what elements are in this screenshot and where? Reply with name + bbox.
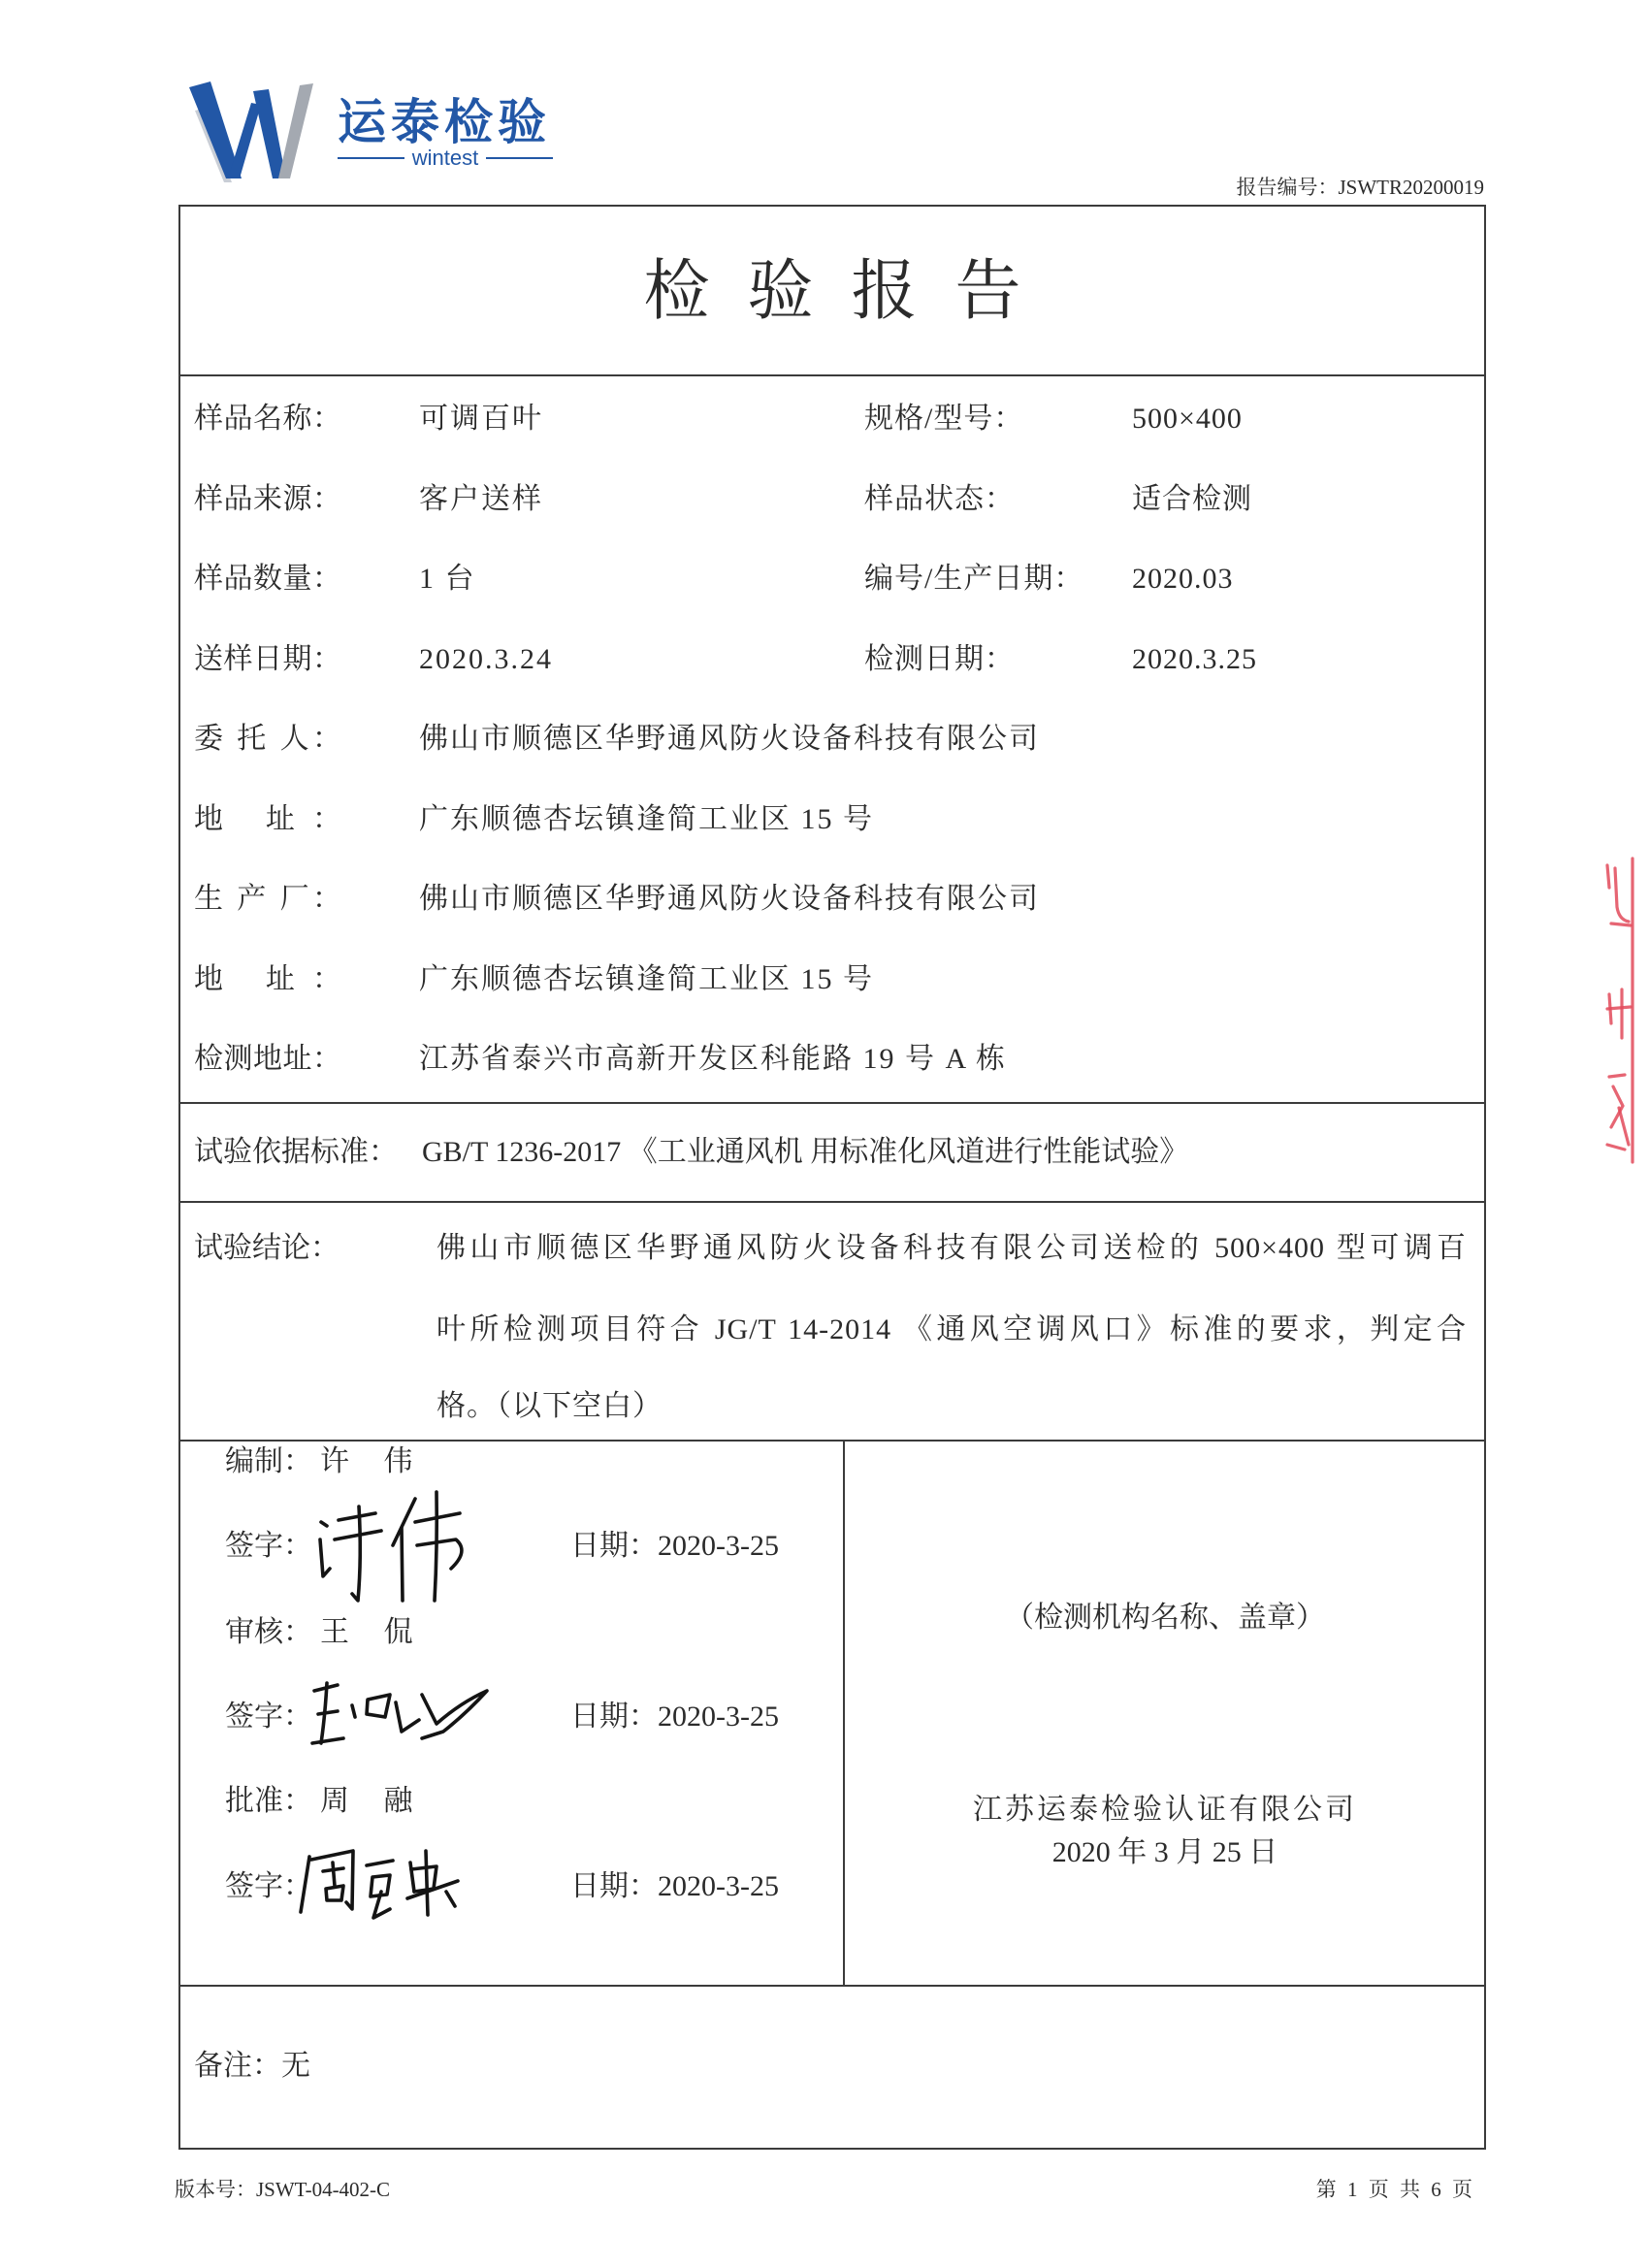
organization-name: 江苏运泰检验认证有限公司 (973, 1794, 1357, 1826)
client-value: 佛山市顺德区华野通风防火设备科技有限公司 (419, 723, 1040, 755)
compiler-signature (308, 1479, 478, 1610)
submit-date-label: 送样日期： (194, 643, 341, 675)
info-row (0, 560, 1649, 599)
info-row (0, 800, 1649, 839)
reviewer-sign-label: 签字： (225, 1701, 312, 1733)
sample-source-label: 样品来源： (194, 483, 341, 515)
info-row (0, 640, 1649, 679)
manufacturer-address-label: 地 址： (194, 963, 341, 995)
test-date-label: 检测日期： (864, 643, 1015, 675)
model-value: 500×400 (1132, 403, 1243, 435)
approver-role-label: 批准： (225, 1785, 312, 1817)
sample-state-label: 样品状态： (864, 483, 1015, 515)
client-address-value: 广东顺德杏坛镇逢简工业区 15 号 (419, 803, 874, 835)
seal-fragment-icon (1596, 854, 1644, 1169)
manufacturer-label: 生 产 厂： (194, 883, 341, 915)
approver-date-label: 日期： (570, 1870, 658, 1902)
info-row (0, 880, 1649, 919)
approver-sign-label: 签字： (225, 1870, 312, 1902)
divider-line (178, 374, 1486, 376)
approver-date-value: 2020-3-25 (658, 1870, 779, 1902)
test-site-value: 江苏省泰兴市高新开发区科能路 19 号 A 栋 (419, 1043, 1008, 1075)
compiler-date (570, 1527, 779, 1566)
version-number (175, 2176, 390, 2203)
sample-qty-value: 1 台 (419, 563, 476, 595)
report-number-value: JSWTR20200019 (1338, 176, 1484, 199)
logo-name-en: wintest (411, 146, 479, 170)
compiler-name: 许 伟 (320, 1445, 413, 1477)
standard-label: 试验依据标准： (194, 1136, 398, 1168)
conclusion-line: 叶所检测项目符合 JG/T 14-2014 《通风空调风口》标准的要求，判定合 (436, 1313, 1467, 1345)
info-row (0, 480, 1649, 519)
wintest-logo-icon (189, 78, 315, 184)
page-title: 检 验 报 告 (643, 254, 1027, 328)
remarks-value: 无 (281, 2050, 310, 2082)
version-label: 版本号： (175, 2178, 256, 2201)
approver-signature (291, 1838, 470, 1926)
conclusion-line: 格。（以下空白） (436, 1390, 663, 1422)
conclusion-label: 试验结论： (194, 1232, 340, 1264)
reviewer-role-label: 审核： (225, 1616, 312, 1648)
compiler-date-value: 2020-3-25 (658, 1530, 779, 1562)
remarks (194, 2047, 310, 2086)
serial-date-value: 2020.03 (1132, 563, 1234, 595)
manufacturer-address-value: 广东顺德杏坛镇逢简工业区 15 号 (419, 963, 874, 995)
model-label: 规格/型号： (864, 403, 1024, 435)
submit-date-value: 2020.3.24 (419, 643, 553, 675)
serial-date-label: 编号/生产日期： (864, 563, 1084, 595)
page-number: 第 1 页 共 6 页 (1315, 2178, 1472, 2201)
version-value: JSWT-04-402-C (256, 2178, 391, 2201)
test-site-label: 检测地址： (194, 1043, 341, 1075)
reviewer-date-label: 日期： (570, 1701, 658, 1733)
info-row (0, 400, 1649, 438)
divider-line (178, 1102, 1486, 1104)
client-address-label: 地 址： (194, 803, 341, 835)
approver-name: 周 融 (320, 1785, 413, 1817)
compiler-sign-label: 签字： (225, 1530, 312, 1562)
logo-name-cn: 运泰检验 (338, 94, 551, 150)
logo-subtitle (338, 146, 553, 170)
info-row (0, 720, 1649, 759)
sample-name-value: 可调百叶 (419, 403, 543, 435)
info-row (0, 960, 1649, 999)
seal-placeholder-note: （检测机构名称、盖章） (1005, 1602, 1325, 1634)
reviewer-date-value: 2020-3-25 (658, 1701, 779, 1733)
reviewer-name: 王 侃 (320, 1616, 413, 1648)
standard-value: GB/T 1236-2017 《工业通风机 用标准化风道进行性能试验》 (422, 1136, 1189, 1168)
approver-date (570, 1867, 779, 1906)
sample-name-label: 样品名称： (194, 403, 341, 435)
sample-state-value: 适合检测 (1132, 483, 1252, 515)
reviewer-signature (306, 1664, 495, 1761)
conclusion-line: 佛山市顺德区华野通风防火设备科技有限公司送检的 500×400 型可调百 (436, 1232, 1467, 1264)
remarks-label: 备注： (194, 2050, 281, 2082)
client-label: 委 托 人： (194, 723, 341, 755)
report-number (1236, 175, 1484, 200)
signature-column-divider (843, 1440, 845, 1985)
compiler-role-label: 编制： (225, 1445, 312, 1477)
organization-date: 2020 年 3 月 25 日 (1051, 1836, 1278, 1868)
test-date-value: 2020.3.25 (1132, 643, 1257, 675)
logo-rule-left (338, 157, 404, 159)
divider-line (178, 1201, 1486, 1203)
sample-source-value: 客户送样 (419, 483, 543, 515)
reviewer-date (570, 1698, 779, 1736)
logo-rule-right (486, 157, 553, 159)
compiler-date-label: 日期： (570, 1530, 658, 1562)
sample-qty-label: 样品数量： (194, 563, 341, 595)
manufacturer-value: 佛山市顺德区华野通风防火设备科技有限公司 (419, 883, 1040, 915)
divider-line (178, 1985, 1486, 1987)
info-row (0, 1040, 1649, 1079)
divider-line (178, 1440, 1486, 1442)
report-number-label: 报告编号： (1236, 176, 1339, 199)
